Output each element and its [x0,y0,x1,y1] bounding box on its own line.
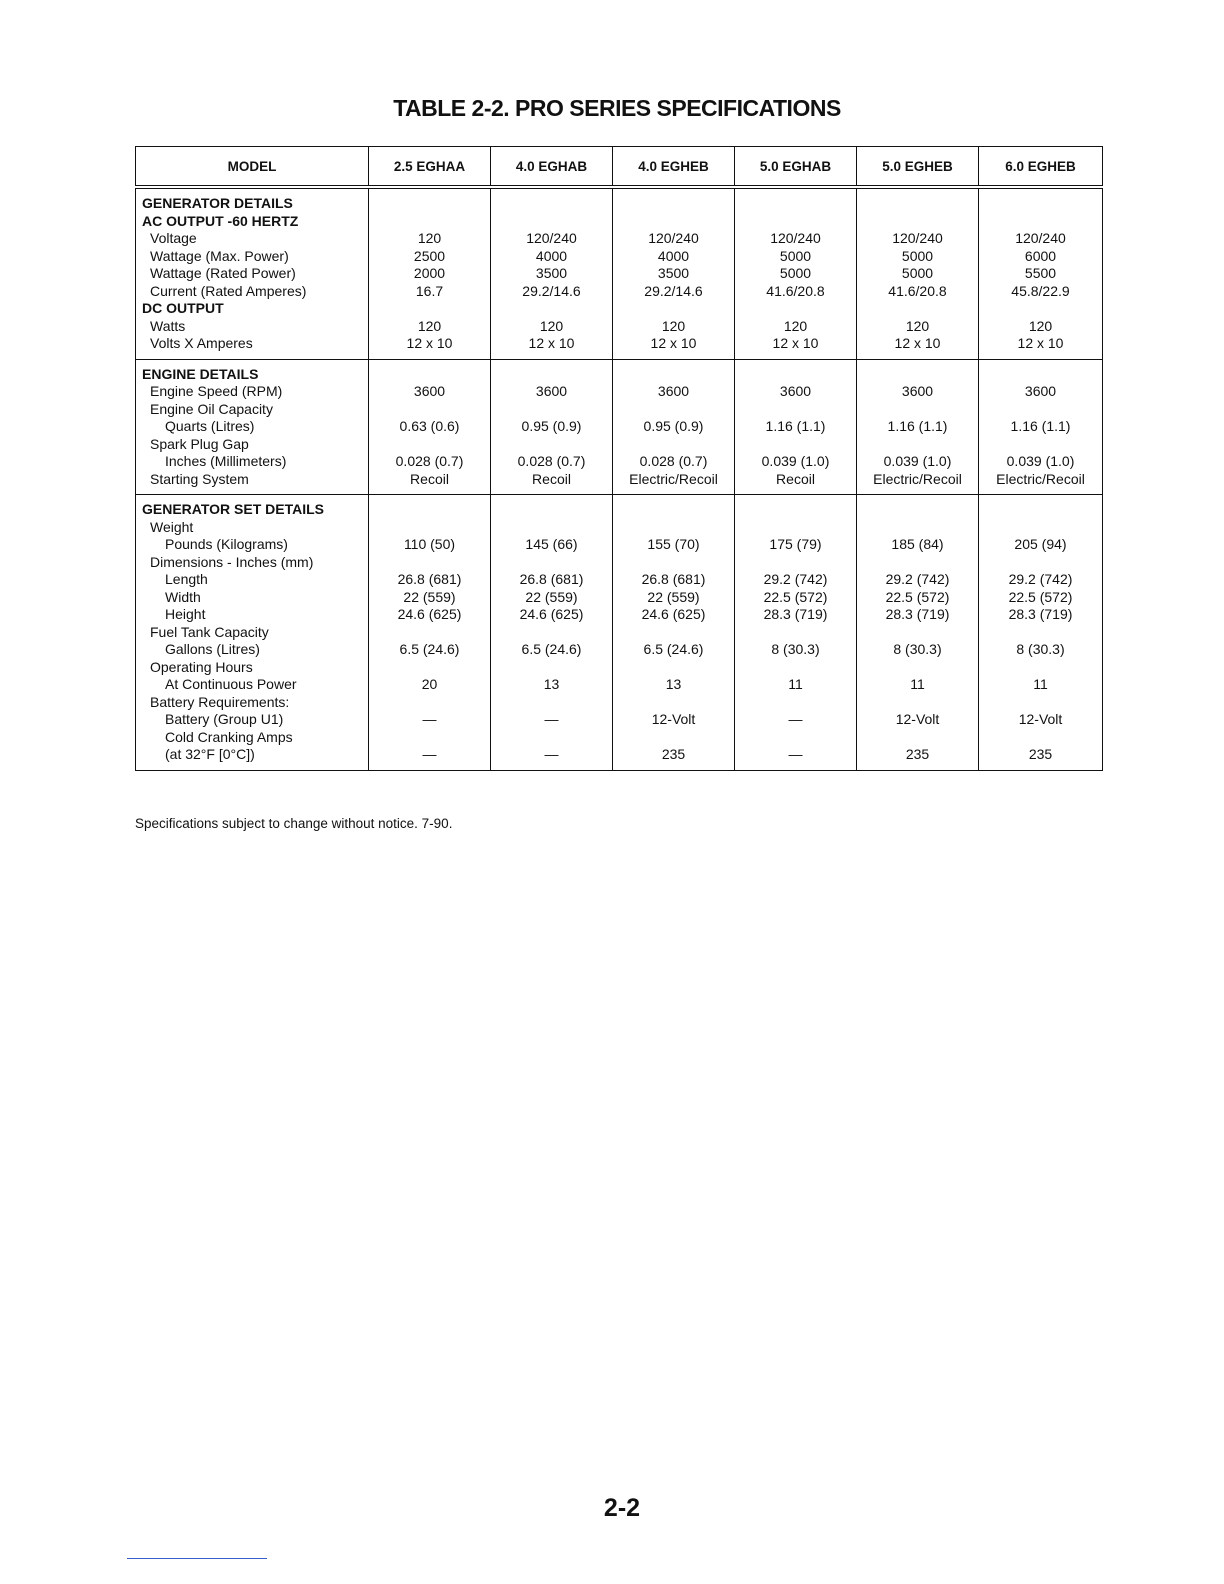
table-cell: 235 [661,746,686,762]
table-cell: 12 x 10 [406,335,453,351]
table-cell [735,659,856,677]
table-cell: 24.6 (625) [397,606,462,622]
table-cell: 120/240 [648,230,699,246]
table-cell: 1.16 (1.1) [765,418,826,434]
model-column-header: 5.0 EGHEB [857,147,979,188]
table-cell [735,195,856,213]
cell-spacer [979,488,1102,494]
table-cell [735,519,856,537]
row-label: Wattage (Max. Power) [150,247,289,264]
table-cell [979,366,1102,384]
table-cell: 0.039 (1.0) [883,453,952,469]
table-cell: 2500 [413,247,446,264]
table-cell: 0.95 (0.9) [521,418,582,434]
table-cell: Recoil [776,470,815,487]
footnote: Specifications subject to change without notice. 7-90. [135,816,453,831]
table-cell: Electric/Recoil [629,470,718,487]
table-cell: 8 (30.3) [893,641,942,657]
table-cell: 13 [665,676,682,692]
table-cell: 0.039 (1.0) [761,453,830,469]
table-cell: 120 [417,230,442,246]
table-cell: 3500 [657,265,690,281]
table-cell: 3600 [1024,383,1057,399]
table-cell [979,300,1102,318]
table-cell [369,624,490,642]
row-label: Volts X Amperes [150,335,253,351]
row-label: GENERATOR SET DETAILS [142,501,325,517]
table-cell: 0.95 (0.9) [643,418,704,434]
table-cell [369,659,490,677]
table-cell [491,300,612,318]
row-label: Engine Speed (RPM) [150,383,283,399]
table-cell: 4000 [535,247,568,264]
row-label: AC OUTPUT -60 HERTZ [142,212,299,229]
table-cell [369,554,490,572]
table-cell: 26.8 (681) [641,571,706,587]
row-label: Voltage [150,230,197,246]
table-cell: 12 x 10 [772,335,819,351]
table-cell: 28.3 (719) [763,606,828,622]
row-label: Wattage (Rated Power) [150,265,296,281]
table-cell: 45.8/22.9 [1011,282,1070,299]
table-cell [369,501,490,519]
table-cell: 22.5 (572) [885,588,950,605]
label-cell [136,359,369,495]
table-cell: 3600 [901,383,934,399]
table-cell: 12-Volt [1018,711,1063,727]
table-cell: 12-Volt [651,711,696,727]
table-cell: 8 (30.3) [771,641,820,657]
cell-spacer [857,764,978,770]
value-cell [369,187,491,359]
table-cell: 110 (50) [403,536,456,552]
table-cell: 2000 [413,265,446,281]
table-cell [857,659,978,677]
value-cell [857,187,979,359]
table-cell [491,436,612,454]
table-cell [857,554,978,572]
table-cell: Electric/Recoil [996,470,1085,487]
table-cell [369,195,490,213]
table-cell [491,213,612,231]
table-cell: Recoil [410,470,449,487]
table-cell [735,213,856,231]
table-cell [613,729,734,747]
table-cell: 120/240 [1015,230,1066,246]
table-cell: 22 (559) [403,588,456,605]
table-cell: 12 x 10 [650,335,697,351]
table-cell: 28.3 (719) [885,606,950,622]
model-column-header: 4.0 EGHAB [491,147,613,188]
table-cell [735,401,856,419]
table-cell: 0.028 (0.7) [517,453,586,469]
table-cell [979,195,1102,213]
table-cell [979,501,1102,519]
table-cell [857,501,978,519]
value-cell [491,187,613,359]
table-cell [857,195,978,213]
table-cell [613,366,734,384]
table-cell [735,300,856,318]
cell-spacer [491,353,612,359]
value-cell [369,495,491,771]
value-cell [613,187,735,359]
table-cell [491,366,612,384]
label-cell [136,495,369,771]
cell-spacer [369,488,490,494]
table-cell [613,554,734,572]
model-column-header: 4.0 EGHEB [613,147,735,188]
table-cell [613,659,734,677]
table-cell [857,519,978,537]
table-cell: 1.16 (1.1) [1010,418,1071,434]
specifications-table [135,146,1103,771]
table-header-row [136,147,1103,188]
row-label: Gallons (Litres) [165,641,260,657]
row-label: Battery Requirements: [150,693,290,710]
value-cell [735,359,857,495]
table-cell [857,401,978,419]
cell-spacer [136,764,368,770]
table-cell: 24.6 (625) [641,606,706,622]
cell-spacer [735,764,856,770]
cell-spacer [735,353,856,359]
page-number: 2-2 [603,1494,641,1522]
table-cell: 5000 [901,247,934,264]
table-cell [979,694,1102,712]
table-cell [613,213,734,231]
table-cell [491,195,612,213]
value-cell [491,359,613,495]
table-cell: 11 [788,676,803,692]
table-cell [369,213,490,231]
table-cell [613,436,734,454]
label-cell [136,187,369,359]
table-cell [857,366,978,384]
value-cell [979,359,1103,495]
table-section [136,187,1103,359]
table-cell: 205 (94) [1014,536,1067,552]
value-cell [979,495,1103,771]
row-label: Length [165,571,208,587]
table-cell: 1.16 (1.1) [887,418,948,434]
table-cell [735,554,856,572]
cell-spacer [857,353,978,359]
table-cell [491,729,612,747]
value-cell [735,495,857,771]
table-cell [613,624,734,642]
table-cell [735,694,856,712]
model-column-header: 5.0 EGHAB [735,147,857,188]
cell-spacer [136,488,368,494]
cell-spacer [369,353,490,359]
table-cell: 6000 [1024,247,1057,264]
table-cell: 6.5 (24.6) [399,641,460,657]
value-cell [857,495,979,771]
row-label: Dimensions - Inches (mm) [150,553,314,570]
table-cell: 120 [905,317,930,334]
table-cell [369,729,490,747]
cell-spacer [613,764,734,770]
table-cell [613,501,734,519]
table-cell: 24.6 (625) [519,606,584,622]
table-cell: 29.2/14.6 [522,282,581,299]
value-cell [491,495,613,771]
table-cell: Electric/Recoil [873,470,962,487]
value-cell [979,187,1103,359]
table-cell: — [422,746,437,762]
row-label: Operating Hours [150,658,253,675]
table-cell: 0.028 (0.7) [395,453,464,469]
table-cell: 185 (84) [891,536,944,552]
cell-spacer [136,353,368,359]
row-label: Pounds (Kilograms) [165,536,288,552]
table-cell: 5500 [1024,265,1057,281]
row-label: Weight [150,518,194,535]
table-cell [735,366,856,384]
table-cell [491,519,612,537]
table-cell [491,659,612,677]
table-cell [491,554,612,572]
table-cell: 155 (70) [647,536,700,552]
table-cell: 22 (559) [525,588,578,605]
table-cell: 6.5 (24.6) [643,641,704,657]
value-cell [369,359,491,495]
row-label: GENERATOR DETAILS [142,195,293,211]
table-cell [491,401,612,419]
table-cell [613,694,734,712]
table-cell: 120/240 [892,230,943,246]
bottom-rule [127,1558,267,1559]
row-label: ENGINE DETAILS [142,365,259,382]
value-cell [735,187,857,359]
table-cell: 4000 [657,247,690,264]
table-cell [979,729,1102,747]
table-cell: 0.028 (0.7) [639,453,708,469]
cell-spacer [491,764,612,770]
table-cell: 16.7 [415,282,444,299]
cell-spacer [735,488,856,494]
table-cell: 41.6/20.8 [888,282,947,299]
table-title: TABLE 2-2. PRO SERIES SPECIFICATIONS [393,95,841,121]
table-cell: 29.2 (742) [1008,571,1073,587]
table-cell: 29.2 (742) [763,571,828,587]
table-cell: — [422,711,437,727]
table-cell: 12 x 10 [1017,335,1064,351]
table-cell [613,195,734,213]
table-cell [857,213,978,231]
model-header: MODEL [136,147,369,188]
row-label: Engine Oil Capacity [150,400,273,417]
table-cell: 235 [905,746,930,762]
table-cell: 5000 [779,265,812,281]
table-cell: 3500 [535,265,568,281]
table-cell [857,436,978,454]
table-cell: 41.6/20.8 [766,282,825,299]
table-cell: 12 x 10 [528,335,575,351]
value-cell [613,359,735,495]
row-label: Fuel Tank Capacity [150,623,269,640]
table-cell: — [788,711,803,727]
table-cell [369,436,490,454]
table-cell [735,729,856,747]
table-cell: 120/240 [526,230,577,246]
cell-spacer [979,764,1102,770]
table-cell: 235 [1028,746,1053,762]
row-label: Starting System [150,470,249,487]
table-cell: 120 [539,317,564,334]
table-cell [979,624,1102,642]
table-cell: 20 [421,676,438,692]
table-cell [491,624,612,642]
table-cell: 0.039 (1.0) [1006,453,1075,469]
table-cell [613,300,734,318]
table-cell [857,624,978,642]
row-label: Spark Plug Gap [150,435,249,452]
table-cell [491,694,612,712]
table-cell [857,694,978,712]
table-cell: 120 [661,317,686,334]
table-cell: Recoil [532,470,571,487]
table-cell [979,659,1102,677]
table-cell: 3600 [657,383,690,399]
table-cell: 175 (79) [769,536,822,552]
table-cell: 26.8 (681) [397,571,462,587]
table-cell: 5000 [901,265,934,281]
table-cell: 22.5 (572) [763,588,828,605]
model-column-header: 6.0 EGHEB [979,147,1103,188]
row-label: Height [165,606,206,622]
table-cell: 13 [543,676,560,692]
table-cell: 120 [417,317,442,334]
table-cell [369,694,490,712]
row-label: At Continuous Power [165,676,297,692]
table-cell [979,213,1102,231]
table-cell: 3600 [535,383,568,399]
model-column-header: 2.5 EGHAA [369,147,491,188]
value-cell [613,495,735,771]
table-cell [369,366,490,384]
table-section [136,495,1103,771]
cell-spacer [613,488,734,494]
table-cell [857,729,978,747]
row-label: Width [165,588,201,605]
table-cell [613,401,734,419]
table-cell [491,501,612,519]
table-cell [369,519,490,537]
table-cell [979,554,1102,572]
table-cell [369,300,490,318]
table-cell [735,624,856,642]
table-cell: 11 [910,676,925,692]
table-cell [979,436,1102,454]
table-cell: 145 (66) [525,536,578,552]
table-cell: 120 [1028,317,1053,334]
table-cell: — [544,746,559,762]
table-cell: 0.63 (0.6) [399,418,460,434]
table-cell: 12 x 10 [894,335,941,351]
table-cell [735,501,856,519]
table-cell: 3600 [413,383,446,399]
row-label: Cold Cranking Amps [165,728,293,745]
table-cell: 8 (30.3) [1016,641,1065,657]
row-label: Inches (Millimeters) [165,453,287,469]
table-cell: 29.2 (742) [885,571,950,587]
row-label: Watts [150,317,186,334]
table-cell [857,300,978,318]
table-section [136,359,1103,495]
table-cell [979,519,1102,537]
table-cell: 12-Volt [895,711,940,727]
table-cell: 26.8 (681) [519,571,584,587]
row-label: Quarts (Litres) [165,418,255,434]
table-cell: 22 (559) [647,588,700,605]
table-cell: 5000 [779,247,812,264]
cell-spacer [491,488,612,494]
table-cell: 11 [1033,676,1048,692]
table-cell: 3600 [779,383,812,399]
table-cell [735,436,856,454]
row-label: Current (Rated Amperes) [150,282,307,299]
cell-spacer [613,353,734,359]
cell-spacer [857,488,978,494]
table-cell: 6.5 (24.6) [521,641,582,657]
table-cell: 22.5 (572) [1008,588,1073,605]
table-cell: 120 [783,317,808,334]
table-cell: 28.3 (719) [1008,606,1073,622]
table-cell: — [788,746,803,762]
cell-spacer [369,764,490,770]
row-label: Battery (Group U1) [165,711,284,727]
value-cell [857,359,979,495]
table-cell [979,401,1102,419]
row-label: (at 32°F [0°C]) [165,746,255,762]
table-cell: 120/240 [770,230,821,246]
table-cell: — [544,711,559,727]
table-cell [613,519,734,537]
row-label: DC OUTPUT [142,300,224,316]
table-cell: 29.2/14.6 [644,282,703,299]
cell-spacer [979,353,1102,359]
table-cell [369,401,490,419]
